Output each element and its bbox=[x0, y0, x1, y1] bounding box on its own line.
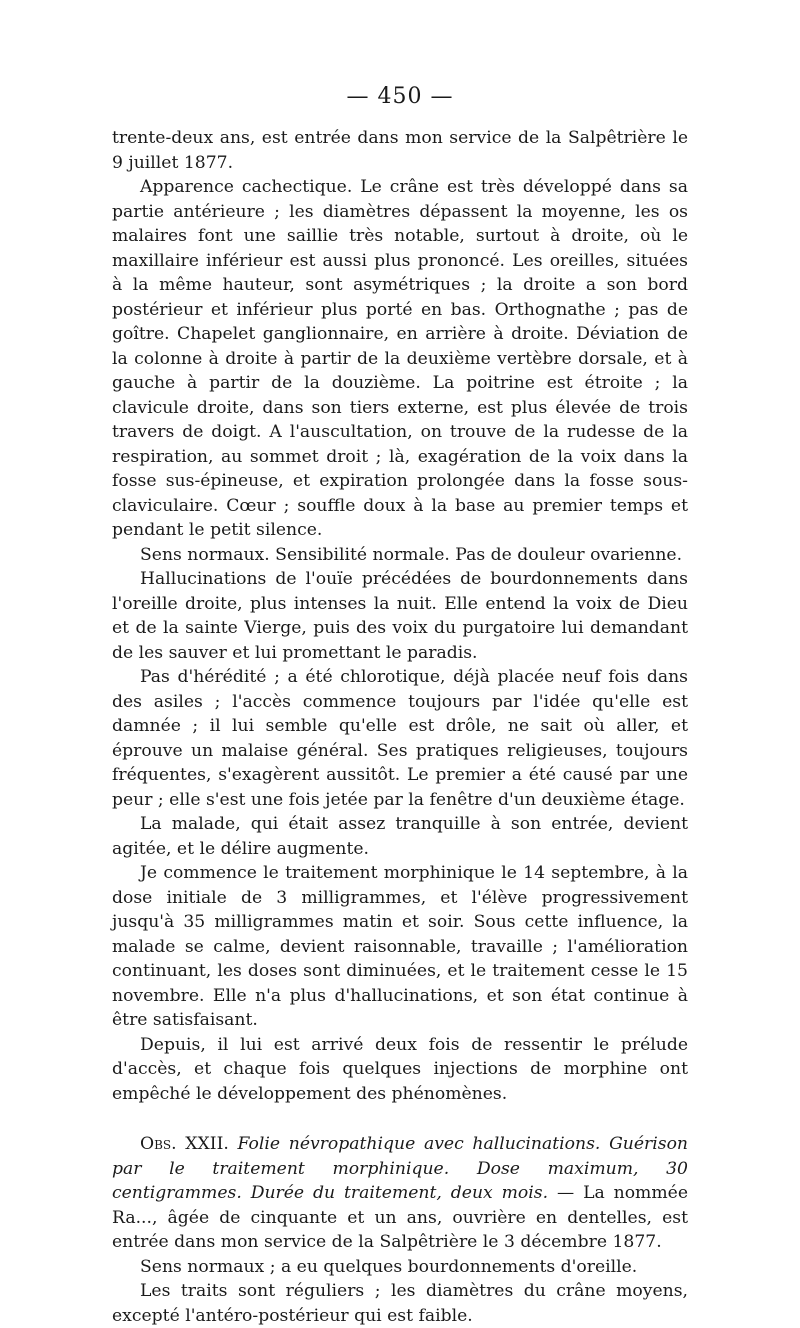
paragraph-physical-exam: Apparence cachectique. Le crâne est très développé dans sa partie antérieure ; les diamètres dépassent la moyenne, les os malaires font une saillie très notable, surtout à droite, où le maxillaire inférieur est aussi plus prononcé. Les oreilles, situées à la même hauteur, sont asymétriques ; la droite a son bord postérieur et inférieur plus porté en bas. Orthognathe ; pas de goître. Chapelet ganglionnaire, en arrière à droite. Déviation de la colonne à droite à partir de la deuxième vertèbre dorsale, et à gauche à partir de la douzième. La poitrine est étroite ; la clavicule droite, dans son tiers externe, est plus élevée de trois travers de doigt. A l'auscultation, on trouve de la rudesse de la respiration, au sommet droit ; là, exagération de la voix dans la fosse sus-épineuse, et expiration prolongée dans la fosse sous-claviculaire. Cœur ; souffle doux à la base au premier temps et pendant le petit silence. bbox=[112, 177, 688, 540]
paragraph-followup: Depuis, il lui est arrivé deux fois de ressentir le prélude d'accès, et chaque fois quelques injections de morphine ont empêché le développement des phénomènes. bbox=[112, 1034, 688, 1104]
observation-line-features: Les traits sont réguliers ; les diamètres du crâne moyens, excepté l'antéro-postérieur qui est faible. bbox=[112, 1281, 688, 1326]
paragraph-senses: Sens normaux. Sensibilité normale. Pas de douleur ovarienne. bbox=[140, 544, 683, 565]
paragraph-continuation: trente-deux ans, est entrée dans mon service de la Salpêtrière le 9 juillet 1877. bbox=[112, 128, 688, 173]
page-number: — 450 — bbox=[346, 84, 454, 109]
observation-intro: — La nommée Ra..., âgée de cinquante et un ans, ouvrière en dentelles, est entrée dans mon service de la Salpêtrière le 3 décembre 1877. bbox=[112, 1183, 688, 1252]
observation-line-senses: Sens normaux ; a eu quelques bourdonnements d'oreille. bbox=[140, 1256, 638, 1277]
book-page bbox=[112, 84, 688, 1328]
observation-label: Obs. XXII. bbox=[140, 1134, 229, 1154]
observation-title: Folie névropathique avec hallucinations. Guérison par le traitement morphinique. Dose maximum, 30 centigrammes. Durée du traitement, deux mois. bbox=[112, 1134, 688, 1203]
paragraph-heredity: Pas d'hérédité ; a été chlorotique, déjà placée neuf fois dans des asiles ; l'accès commence toujours par l'idée qu'elle est damnée ; il lui semble qu'elle est drôle, ne sait où aller, et éprouve un malaise général. Ses pratiques religieuses, toujours fréquentes, s'exagèrent aussitôt. Le premier a été causé par une peur ; elle s'est une fois jetée par la fenêtre d'un deuxième étage. bbox=[112, 667, 688, 810]
paragraph-treatment: Je commence le traitement morphinique le 14 septembre, à la dose initiale de 3 milligrammes, et l'élève progressivement jusqu'à 35 milligrammes matin et soir. Sous cette influence, la malade se calme, devient raisonnable, travaille ; l'amélioration continuant, les doses sont diminuées, et le traitement cesse le 15 novembre. Elle n'a plus d'hallucinations, et son état continue à être satisfaisant. bbox=[112, 863, 688, 1030]
paragraph-agitation: La malade, qui était assez tranquille à son entrée, devient agitée, et le délire augmente. bbox=[112, 814, 688, 859]
observation-heading bbox=[112, 1132, 688, 1255]
paragraph-hallucinations: Hallucinations de l'ouïe précédées de bourdonnements dans l'oreille droite, plus intenses la nuit. Elle entend la voix de Dieu et de la sainte Vierge, puis des voix du purgatoire lui demandant de les sauver et lui promettant le paradis. bbox=[112, 569, 688, 663]
